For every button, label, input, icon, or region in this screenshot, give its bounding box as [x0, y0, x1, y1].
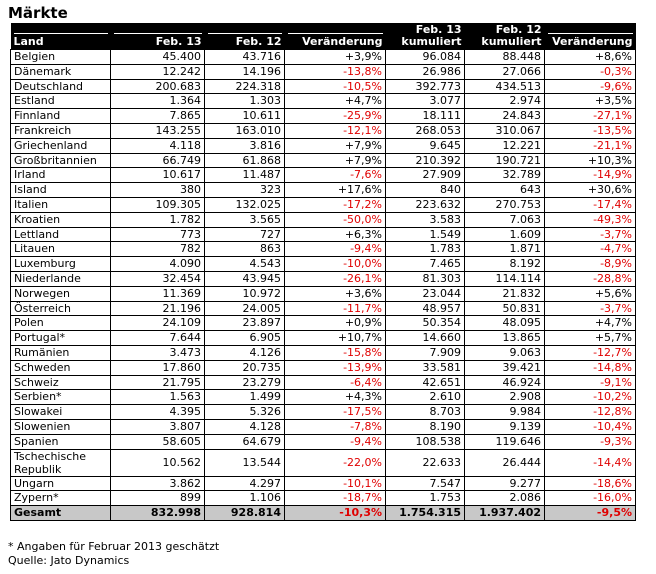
table-row	[11, 301, 636, 316]
cell-land: Rumänien	[11, 345, 111, 360]
cell-change: -10,1%	[285, 476, 386, 491]
table-body	[11, 50, 636, 521]
cell-change-cumulative: -49,3%	[545, 212, 636, 227]
cell-land: Lettland	[11, 227, 111, 242]
table-row	[11, 123, 636, 138]
cell-feb13-cumulative: 27.909	[386, 168, 465, 183]
cell-feb12: 4.543	[205, 257, 285, 272]
cell-feb12: 727	[205, 227, 285, 242]
cell-feb12-cumulative: 24.843	[465, 109, 545, 124]
table-row	[11, 271, 636, 286]
cell-feb13: 782	[111, 242, 205, 257]
cell-change-cumulative: +5,6%	[545, 286, 636, 301]
cell-land: Schweiz	[11, 375, 111, 390]
table-row	[11, 434, 636, 449]
table-row	[11, 331, 636, 346]
cell-feb12: 10.611	[205, 109, 285, 124]
cell-change: -7,6%	[285, 168, 386, 183]
table-row	[11, 64, 636, 79]
cell-change-cumulative: +10,3%	[545, 153, 636, 168]
table-row	[11, 168, 636, 183]
cell-change-cumulative: -18,6%	[545, 476, 636, 491]
cell-feb13: 45.400	[111, 50, 205, 65]
header-feb12-cumulative: Feb. 12 kumuliert	[465, 23, 545, 50]
cell-feb13: 66.749	[111, 153, 205, 168]
cell-change: +0,9%	[285, 316, 386, 331]
cell-feb12-cumulative: 270.753	[465, 197, 545, 212]
cell-change: -10,5%	[285, 79, 386, 94]
cell-change-cumulative: -14,4%	[545, 449, 636, 476]
cell-feb12: 4.126	[205, 345, 285, 360]
cell-feb13-cumulative: 268.053	[386, 123, 465, 138]
cell-feb12: 43.716	[205, 50, 285, 65]
cell-feb13: 1.364	[111, 94, 205, 109]
cell-land: Polen	[11, 316, 111, 331]
cell-feb13: 7.865	[111, 109, 205, 124]
cell-feb12: 224.318	[205, 79, 285, 94]
cell-change-cumulative: -9,6%	[545, 79, 636, 94]
cell-change-cumulative: -9,3%	[545, 434, 636, 449]
cell-feb12-cumulative: 50.831	[465, 301, 545, 316]
cell-feb12: 23.897	[205, 316, 285, 331]
cell-feb13: 4.090	[111, 257, 205, 272]
cell-feb12-cumulative: 434.513	[465, 79, 545, 94]
table-row	[11, 79, 636, 94]
header-land: Land	[11, 23, 111, 50]
cell-land: Irland	[11, 168, 111, 183]
cell-feb13-cumulative: 840	[386, 183, 465, 198]
page-title: Märkte	[8, 4, 68, 22]
cell-feb12: 13.544	[205, 449, 285, 476]
cell-feb13-cumulative: 18.111	[386, 109, 465, 124]
table-row	[11, 286, 636, 301]
cell-change-cumulative: -10,4%	[545, 419, 636, 434]
cell-feb12: 6.905	[205, 331, 285, 346]
cell-feb13: 10.617	[111, 168, 205, 183]
cell-feb12-cumulative: 190.721	[465, 153, 545, 168]
cell-change-cumulative: +4,7%	[545, 316, 636, 331]
table-row	[11, 50, 636, 65]
cell-feb13: 32.454	[111, 271, 205, 286]
cell-feb13: 3.862	[111, 476, 205, 491]
cell-feb12: 10.972	[205, 286, 285, 301]
cell-land: Griechenland	[11, 138, 111, 153]
cell-change: -10,3%	[285, 506, 386, 521]
cell-feb13-cumulative: 9.645	[386, 138, 465, 153]
cell-change-cumulative: -12,7%	[545, 345, 636, 360]
header-feb13-cumulative: Feb. 13 kumuliert	[386, 23, 465, 50]
cell-land: Litauen	[11, 242, 111, 257]
cell-feb12: 1.106	[205, 491, 285, 506]
table-row	[11, 109, 636, 124]
cell-change: +3,9%	[285, 50, 386, 65]
cell-land: Island	[11, 183, 111, 198]
cell-land: Luxemburg	[11, 257, 111, 272]
cell-feb13-cumulative: 22.633	[386, 449, 465, 476]
cell-change-cumulative: -4,7%	[545, 242, 636, 257]
cell-feb12: 3.816	[205, 138, 285, 153]
cell-feb13: 3.807	[111, 419, 205, 434]
cell-feb12: 4.297	[205, 476, 285, 491]
cell-feb13-cumulative: 14.660	[386, 331, 465, 346]
header-feb13: Feb. 13	[111, 23, 205, 50]
cell-feb13: 109.305	[111, 197, 205, 212]
header-change: Veränderung	[285, 23, 386, 50]
cell-feb13: 773	[111, 227, 205, 242]
cell-change: -50,0%	[285, 212, 386, 227]
cell-change-cumulative: +30,6%	[545, 183, 636, 198]
cell-feb13-cumulative: 1.549	[386, 227, 465, 242]
table-row	[11, 138, 636, 153]
header-change-cumulative: Veränderung	[545, 23, 636, 50]
cell-feb12-cumulative: 12.221	[465, 138, 545, 153]
cell-land: Serbien*	[11, 390, 111, 405]
cell-feb12-cumulative: 7.063	[465, 212, 545, 227]
cell-land: Ungarn	[11, 476, 111, 491]
cell-feb12-cumulative: 119.646	[465, 434, 545, 449]
table-row	[11, 257, 636, 272]
cell-land: Gesamt	[11, 506, 111, 521]
cell-change: +3,6%	[285, 286, 386, 301]
cell-change: -10,0%	[285, 257, 386, 272]
cell-feb12-cumulative: 88.448	[465, 50, 545, 65]
table-row	[11, 316, 636, 331]
table-row	[11, 197, 636, 212]
cell-land: Österreich	[11, 301, 111, 316]
cell-feb12-cumulative: 2.974	[465, 94, 545, 109]
cell-feb13-cumulative: 8.703	[386, 405, 465, 420]
cell-feb13-cumulative: 26.986	[386, 64, 465, 79]
cell-feb12-cumulative: 39.421	[465, 360, 545, 375]
cell-land: Dänemark	[11, 64, 111, 79]
cell-feb13: 21.196	[111, 301, 205, 316]
cell-land: Slowenien	[11, 419, 111, 434]
cell-land: Estland	[11, 94, 111, 109]
cell-change-cumulative: -8,9%	[545, 257, 636, 272]
cell-feb13: 10.562	[111, 449, 205, 476]
table-row	[11, 94, 636, 109]
cell-land: Niederlande	[11, 271, 111, 286]
cell-feb12-cumulative: 46.924	[465, 375, 545, 390]
cell-feb13-cumulative: 392.773	[386, 79, 465, 94]
cell-change-cumulative: -3,7%	[545, 227, 636, 242]
cell-feb13-cumulative: 48.957	[386, 301, 465, 316]
cell-change: -26,1%	[285, 271, 386, 286]
cell-feb12: 863	[205, 242, 285, 257]
cell-feb13-cumulative: 8.190	[386, 419, 465, 434]
cell-feb12-cumulative: 114.114	[465, 271, 545, 286]
cell-change: -15,8%	[285, 345, 386, 360]
markets-table	[10, 23, 636, 521]
footnote: * Angaben für Februar 2013 geschätzt	[8, 540, 220, 553]
cell-change-cumulative: -14,9%	[545, 168, 636, 183]
cell-feb13-cumulative: 108.538	[386, 434, 465, 449]
cell-feb12: 1.303	[205, 94, 285, 109]
cell-feb12-cumulative: 2.908	[465, 390, 545, 405]
cell-feb13: 4.118	[111, 138, 205, 153]
cell-change: -17,2%	[285, 197, 386, 212]
table-header-row	[11, 23, 636, 50]
table-row	[11, 390, 636, 405]
cell-feb13-cumulative: 96.084	[386, 50, 465, 65]
cell-change: -7,8%	[285, 419, 386, 434]
cell-feb12: 61.868	[205, 153, 285, 168]
table-row	[11, 476, 636, 491]
cell-change: +6,3%	[285, 227, 386, 242]
cell-feb12-cumulative: 27.066	[465, 64, 545, 79]
cell-change: -9,4%	[285, 434, 386, 449]
cell-feb13-cumulative: 33.581	[386, 360, 465, 375]
table-row	[11, 375, 636, 390]
cell-feb12-cumulative: 9.063	[465, 345, 545, 360]
cell-feb12-cumulative: 1.871	[465, 242, 545, 257]
cell-change-cumulative: -28,8%	[545, 271, 636, 286]
table-row	[11, 419, 636, 434]
table-row	[11, 360, 636, 375]
cell-feb12: 323	[205, 183, 285, 198]
cell-change: -17,5%	[285, 405, 386, 420]
cell-feb13-cumulative: 1.783	[386, 242, 465, 257]
cell-change-cumulative: -9,1%	[545, 375, 636, 390]
cell-feb12: 24.005	[205, 301, 285, 316]
total-row	[11, 506, 636, 521]
cell-change-cumulative: -17,4%	[545, 197, 636, 212]
table-row	[11, 345, 636, 360]
cell-change-cumulative: +5,7%	[545, 331, 636, 346]
cell-feb12-cumulative: 9.139	[465, 419, 545, 434]
cell-change: -18,7%	[285, 491, 386, 506]
cell-change-cumulative: -13,5%	[545, 123, 636, 138]
cell-feb13-cumulative: 50.354	[386, 316, 465, 331]
cell-feb13: 1.782	[111, 212, 205, 227]
cell-feb13: 4.395	[111, 405, 205, 420]
cell-feb12-cumulative: 32.789	[465, 168, 545, 183]
cell-feb13-cumulative: 7.465	[386, 257, 465, 272]
table-row	[11, 183, 636, 198]
cell-change: -22,0%	[285, 449, 386, 476]
cell-feb13: 11.369	[111, 286, 205, 301]
cell-change-cumulative: +8,6%	[545, 50, 636, 65]
cell-feb13: 200.683	[111, 79, 205, 94]
cell-change: -6,4%	[285, 375, 386, 390]
cell-feb13: 899	[111, 491, 205, 506]
cell-land: Norwegen	[11, 286, 111, 301]
cell-feb12: 43.945	[205, 271, 285, 286]
cell-feb12: 23.279	[205, 375, 285, 390]
cell-feb12-cumulative: 1.609	[465, 227, 545, 242]
cell-change: -11,7%	[285, 301, 386, 316]
cell-land: Zypern*	[11, 491, 111, 506]
cell-feb12: 14.196	[205, 64, 285, 79]
cell-change-cumulative: -3,7%	[545, 301, 636, 316]
cell-feb13-cumulative: 3.077	[386, 94, 465, 109]
cell-land: Tschechische Republik	[11, 449, 111, 476]
cell-change: -25,9%	[285, 109, 386, 124]
cell-feb13-cumulative: 81.303	[386, 271, 465, 286]
table-row	[11, 405, 636, 420]
cell-feb12: 20.735	[205, 360, 285, 375]
cell-land: Finnland	[11, 109, 111, 124]
cell-land: Deutschland	[11, 79, 111, 94]
cell-feb12-cumulative: 9.277	[465, 476, 545, 491]
cell-feb13: 7.644	[111, 331, 205, 346]
cell-change: +17,6%	[285, 183, 386, 198]
cell-feb13-cumulative: 223.632	[386, 197, 465, 212]
cell-feb13: 17.860	[111, 360, 205, 375]
cell-land: Belgien	[11, 50, 111, 65]
cell-change-cumulative: -27,1%	[545, 109, 636, 124]
cell-feb12-cumulative: 13.865	[465, 331, 545, 346]
cell-change: -13,8%	[285, 64, 386, 79]
cell-feb13: 3.473	[111, 345, 205, 360]
cell-feb12-cumulative: 9.984	[465, 405, 545, 420]
notes	[8, 540, 219, 568]
source-note: Quelle: Jato Dynamics	[8, 554, 130, 567]
cell-change-cumulative: -16,0%	[545, 491, 636, 506]
cell-feb13-cumulative: 210.392	[386, 153, 465, 168]
cell-change: +7,9%	[285, 153, 386, 168]
cell-land: Italien	[11, 197, 111, 212]
cell-feb13-cumulative: 7.547	[386, 476, 465, 491]
cell-feb13: 21.795	[111, 375, 205, 390]
cell-land: Portugal*	[11, 331, 111, 346]
cell-feb12-cumulative: 2.086	[465, 491, 545, 506]
cell-land: Großbritannien	[11, 153, 111, 168]
cell-feb12: 4.128	[205, 419, 285, 434]
cell-feb12-cumulative: 1.937.402	[465, 506, 545, 521]
cell-change-cumulative: -12,8%	[545, 405, 636, 420]
cell-feb12: 163.010	[205, 123, 285, 138]
cell-feb12-cumulative: 643	[465, 183, 545, 198]
table-row	[11, 449, 636, 476]
cell-change-cumulative: -14,8%	[545, 360, 636, 375]
cell-change: +10,7%	[285, 331, 386, 346]
cell-feb13: 58.605	[111, 434, 205, 449]
cell-feb13: 12.242	[111, 64, 205, 79]
cell-feb12: 64.679	[205, 434, 285, 449]
cell-change: -9,4%	[285, 242, 386, 257]
cell-land: Frankreich	[11, 123, 111, 138]
cell-change-cumulative: -0,3%	[545, 64, 636, 79]
cell-land: Slowakei	[11, 405, 111, 420]
cell-feb12-cumulative: 21.832	[465, 286, 545, 301]
cell-land: Spanien	[11, 434, 111, 449]
cell-feb12: 5.326	[205, 405, 285, 420]
cell-change-cumulative: -10,2%	[545, 390, 636, 405]
cell-feb13: 380	[111, 183, 205, 198]
cell-feb13: 24.109	[111, 316, 205, 331]
table-row	[11, 153, 636, 168]
cell-feb13: 143.255	[111, 123, 205, 138]
cell-land: Kroatien	[11, 212, 111, 227]
cell-feb13-cumulative: 2.610	[386, 390, 465, 405]
table-row	[11, 227, 636, 242]
cell-feb13: 832.998	[111, 506, 205, 521]
cell-land: Schweden	[11, 360, 111, 375]
cell-feb12-cumulative: 310.067	[465, 123, 545, 138]
cell-feb13-cumulative: 42.651	[386, 375, 465, 390]
cell-change: -13,9%	[285, 360, 386, 375]
cell-change: +7,9%	[285, 138, 386, 153]
cell-feb12-cumulative: 8.192	[465, 257, 545, 272]
cell-feb12: 11.487	[205, 168, 285, 183]
header-feb12: Feb. 12	[205, 23, 285, 50]
cell-feb12: 1.499	[205, 390, 285, 405]
cell-feb12-cumulative: 26.444	[465, 449, 545, 476]
cell-feb12: 928.814	[205, 506, 285, 521]
table-row	[11, 242, 636, 257]
cell-feb12: 3.565	[205, 212, 285, 227]
cell-change-cumulative: -9,5%	[545, 506, 636, 521]
cell-change-cumulative: +3,5%	[545, 94, 636, 109]
cell-change-cumulative: -21,1%	[545, 138, 636, 153]
cell-feb13-cumulative: 3.583	[386, 212, 465, 227]
cell-feb12-cumulative: 48.095	[465, 316, 545, 331]
cell-feb12: 132.025	[205, 197, 285, 212]
table-row	[11, 491, 636, 506]
cell-change: +4,7%	[285, 94, 386, 109]
cell-feb13: 1.563	[111, 390, 205, 405]
table-row	[11, 212, 636, 227]
cell-feb13-cumulative: 23.044	[386, 286, 465, 301]
cell-change: -12,1%	[285, 123, 386, 138]
cell-change: +4,3%	[285, 390, 386, 405]
cell-feb13-cumulative: 1.753	[386, 491, 465, 506]
cell-feb13-cumulative: 7.909	[386, 345, 465, 360]
cell-feb13-cumulative: 1.754.315	[386, 506, 465, 521]
